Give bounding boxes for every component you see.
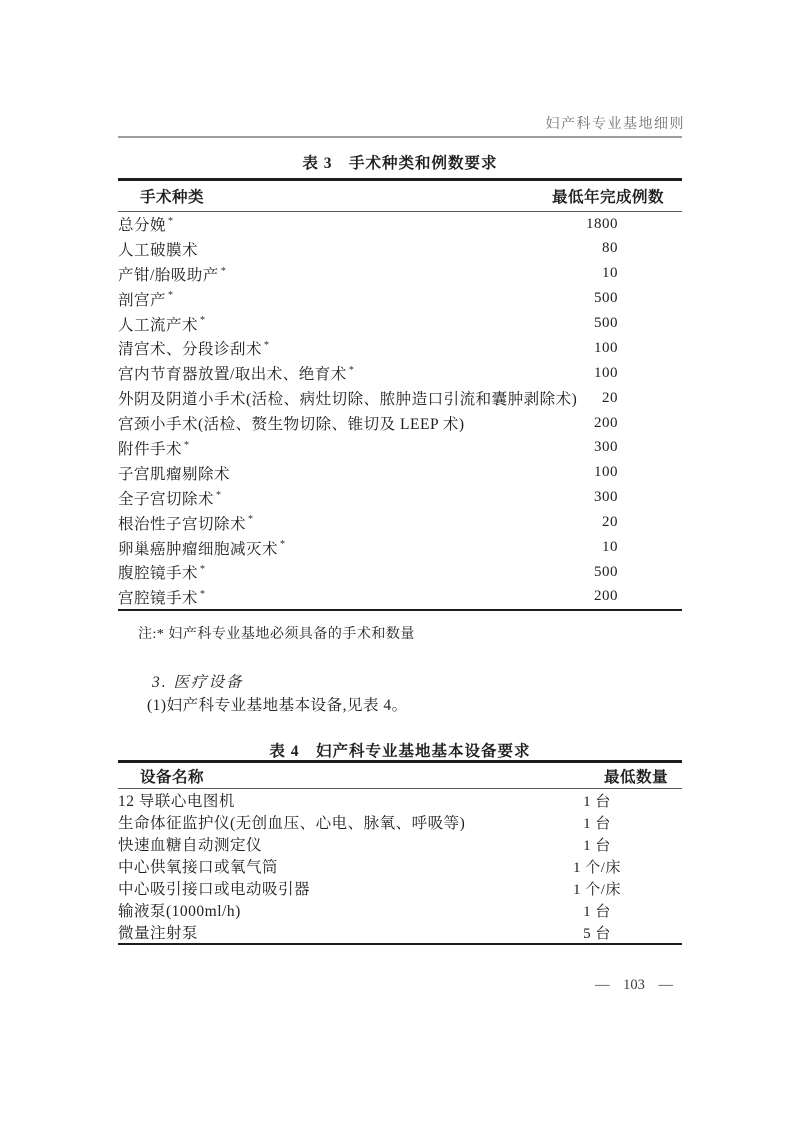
surgery-name: 总分娩 <box>118 217 167 235</box>
table3-header-row <box>118 180 682 212</box>
table-row <box>118 261 682 286</box>
table-row <box>118 361 682 386</box>
header-rule <box>118 136 682 138</box>
table3-title: 表 3 手术种类和例数要求 <box>302 155 498 172</box>
equipment-name: 中心供氧接口或氧气筒 <box>118 859 279 876</box>
table-row <box>118 485 682 510</box>
surgery-min-count: 500 <box>594 290 618 307</box>
table-row <box>118 560 682 585</box>
required-asterisk: * <box>220 265 227 277</box>
required-asterisk: * <box>168 290 174 302</box>
surgery-name: 人工破膜术 <box>118 241 199 259</box>
table-row <box>118 833 682 855</box>
surgery-min-count: 80 <box>602 240 618 257</box>
table-row <box>118 510 682 535</box>
surgery-name: 根治性子宫切除术 <box>118 515 247 533</box>
table-row <box>118 386 682 411</box>
section-heading-medical-equipment: 3. 医疗设备 <box>152 674 244 691</box>
required-asterisk: * <box>200 564 206 576</box>
required-asterisk: * <box>216 489 222 501</box>
table-row <box>118 585 682 610</box>
equipment-name: 生命体征监护仪(无创血压、心电、脉氧、呼吸等) <box>118 815 466 832</box>
surgery-min-count: 1800 <box>586 215 618 232</box>
table4-equipment-requirements <box>118 760 682 945</box>
equipment-name: 12 导联心电图机 <box>118 793 235 810</box>
surgery-name: 子宫肌瘤剔除术 <box>118 465 231 483</box>
table-row <box>118 311 682 336</box>
equipment-name: 输液泵(1000ml/h) <box>118 903 241 920</box>
surgery-min-count: 10 <box>602 265 618 282</box>
surgery-min-count: 200 <box>594 588 618 605</box>
table-row <box>118 236 682 261</box>
surgery-min-count: 300 <box>594 489 618 506</box>
equipment-min-quantity: 1 台 <box>583 815 611 832</box>
surgery-min-count: 20 <box>602 389 618 406</box>
table3-surgery-requirements <box>118 178 682 611</box>
required-asterisk: * <box>184 439 190 451</box>
equipment-name: 快速血糖自动测定仪 <box>118 837 263 854</box>
table-row <box>118 286 682 311</box>
required-asterisk: * <box>264 340 270 352</box>
surgery-min-count: 100 <box>594 339 618 356</box>
table4-column-header-equipment-name: 设备名称 <box>140 768 205 786</box>
table-row <box>118 436 682 461</box>
surgery-min-count: 20 <box>602 514 618 531</box>
table-row <box>118 212 682 237</box>
surgery-name: 人工流产术 <box>118 316 199 334</box>
surgery-min-count: 100 <box>594 464 618 481</box>
table-row <box>118 789 682 812</box>
table4-title: 表 4 妇产科专业基地基本设备要求 <box>269 743 531 760</box>
equipment-name: 微量注射泵 <box>118 925 199 942</box>
surgery-name: 腹腔镜手术 <box>118 565 199 583</box>
surgery-name: 剖宫产 <box>118 291 167 309</box>
surgery-name: 产钳/胎吸助产 <box>118 266 219 284</box>
surgery-name: 附件手术 <box>118 440 183 458</box>
required-asterisk: * <box>348 365 355 377</box>
equipment-min-quantity: 5 台 <box>583 925 611 942</box>
surgery-name: 宫内节育器放置/取出术、绝育术 <box>118 366 347 384</box>
equipment-name: 中心吸引接口或电动吸引器 <box>118 881 311 898</box>
surgery-min-count: 200 <box>594 414 618 431</box>
surgery-min-count: 300 <box>594 439 618 456</box>
table-row <box>118 336 682 361</box>
table-row <box>118 921 682 944</box>
surgery-min-count: 500 <box>594 315 618 331</box>
table-row <box>118 855 682 877</box>
surgery-name: 宫腔镜手术 <box>118 589 199 607</box>
surgery-name: 全子宫切除术 <box>118 490 215 508</box>
table3-column-header-min-annual-cases: 最低年完成例数 <box>551 189 664 206</box>
surgery-name: 清宫术、分段诊刮术 <box>118 341 263 359</box>
surgery-name: 外阴及阴道小手术(活检、病灶切除、脓肿造口引流和囊肿剥除术) <box>118 391 578 409</box>
table-row <box>118 460 682 485</box>
surgery-min-count: 100 <box>594 364 618 381</box>
equipment-min-quantity: 1 台 <box>583 903 611 920</box>
table3-column-header-surgery-type: 手术种类 <box>140 189 205 206</box>
surgery-name: 宫颈小手术(活检、赘生物切除、锥切及 LEEP 术) <box>118 416 465 434</box>
required-asterisk: * <box>200 315 206 327</box>
surgery-name: 卵巢癌肿瘤细胞减灭术 <box>118 540 279 558</box>
table-row <box>118 535 682 560</box>
required-asterisk: * <box>168 216 174 228</box>
table3-footnote: 注:* 妇产科专业基地必须具备的手术和数量 <box>138 627 415 642</box>
running-header: 妇产科专业基地细则 <box>545 117 685 132</box>
equipment-min-quantity: 1 个/床 <box>573 859 621 876</box>
table-row <box>118 877 682 899</box>
equipment-min-quantity: 1 个/床 <box>573 881 621 898</box>
surgery-min-count: 500 <box>594 563 618 580</box>
page-number: — 103 — <box>595 977 673 993</box>
table-row <box>118 811 682 833</box>
required-asterisk: * <box>200 588 206 600</box>
section-paragraph: (1)妇产科专业基地基本设备,见表 4。 <box>147 697 408 714</box>
table-row <box>118 411 682 436</box>
required-asterisk: * <box>248 514 254 526</box>
table4-header-row <box>118 762 682 789</box>
table-row <box>118 899 682 921</box>
equipment-min-quantity: 1 台 <box>583 793 611 810</box>
table4-column-header-min-quantity: 最低数量 <box>603 768 668 786</box>
required-asterisk: * <box>280 539 286 551</box>
surgery-min-count: 10 <box>602 539 618 556</box>
equipment-min-quantity: 1 台 <box>583 837 611 854</box>
